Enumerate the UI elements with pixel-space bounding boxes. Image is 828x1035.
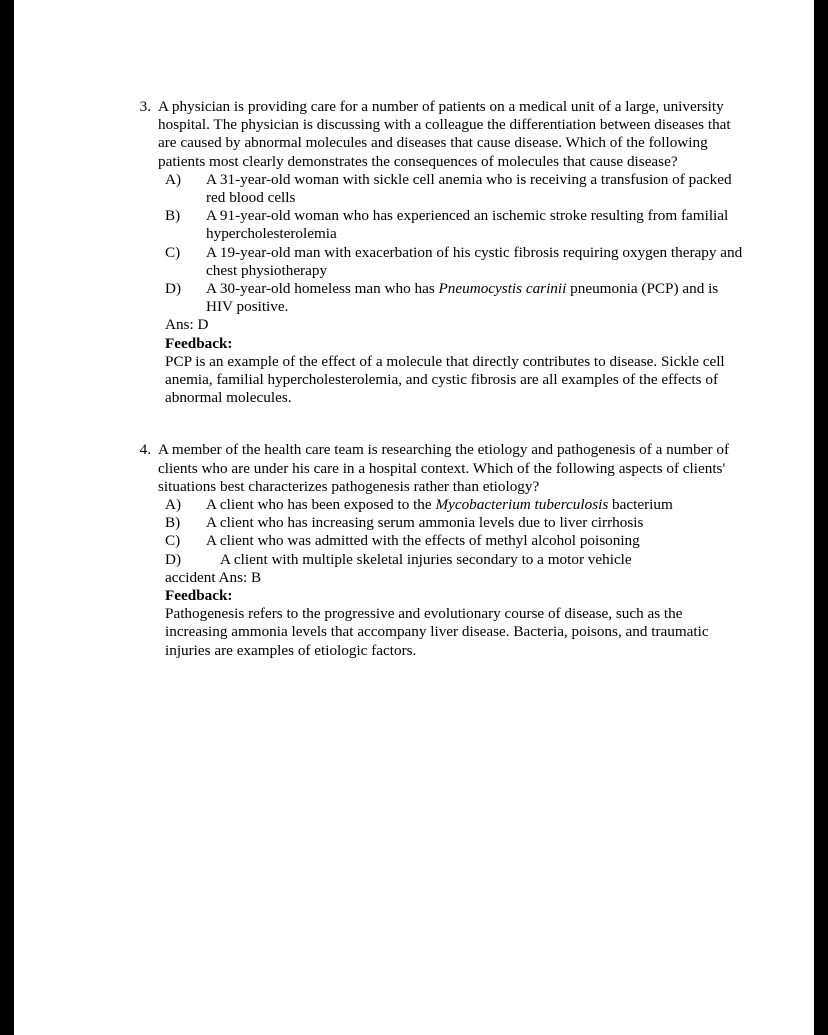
option-text: A client who has increasing serum ammonia levels due to liver cirrhosis <box>206 514 644 532</box>
option-text-italic: Mycobacterium tuberculosis <box>435 496 609 514</box>
option-text-after: pneumonia (PCP) and is HIV positive. <box>206 280 719 316</box>
option-text <box>206 280 747 316</box>
question-spacer <box>132 407 747 441</box>
feedback-label: Feedback: <box>165 334 233 352</box>
option-letter: C) <box>165 532 181 550</box>
option-text: A 31-year-old woman with sickle cell anemia who is receiving a transfusion of packed red blood cells <box>206 170 732 207</box>
feedback-text: Pathogenesis refers to the progressive and evolutionary course of disease, such as the increasing ammonia levels that accompany liver disease. Bacteria, poisons, and traumatic injuries are examples of etiologic factors. <box>165 605 709 659</box>
option-letter: B) <box>165 514 181 532</box>
question-stem-row <box>132 98 747 171</box>
option-text: A 91-year-old woman who has experienced an ischemic stroke resulting from familial hypercholesterolemia <box>206 207 729 243</box>
option-item[interactable] <box>165 551 747 569</box>
option-item[interactable] <box>165 244 747 280</box>
question-tail <box>165 316 747 407</box>
option-text-before: A client who has been exposed to the <box>206 496 436 514</box>
feedback-label: Feedback: <box>165 587 233 605</box>
document-content <box>132 98 747 660</box>
option-letter: A) <box>165 496 182 514</box>
question-stem: A physician is providing care for a number of patients on a medical unit of a large, university hospital. The physician is discussing with a colleague the differentiation between diseases that are caused by abnormal molecules and diseases that cause disease. Which of the following patients most clearly demonstrates the consequences of molecules that cause disease? <box>158 98 731 170</box>
question-number: 3. <box>139 98 151 115</box>
question-number: 4. <box>139 441 151 459</box>
question-tail <box>165 569 747 660</box>
option-letter: D) <box>165 550 182 568</box>
answer-options-list <box>165 171 747 317</box>
option-item[interactable] <box>165 207 747 243</box>
option-letter: D) <box>165 280 182 298</box>
option-item[interactable] <box>165 171 747 207</box>
option-text <box>206 496 747 514</box>
option-item[interactable] <box>165 496 747 514</box>
option-text: A client who was admitted with the effects of methyl alcohol poisoning <box>206 532 640 550</box>
option-text: A client with multiple skeletal injuries secondary to a motor vehicle <box>220 550 632 568</box>
option-item[interactable] <box>165 514 747 532</box>
option-item[interactable] <box>165 532 747 550</box>
question-stem-row <box>132 441 747 496</box>
option-text-italic: Pneumocystis carinii <box>438 280 567 298</box>
question-stem: A member of the health care team is researching the etiology and pathogenesis of a number of clients who are under his care in a hospital context. Which of the following aspects of clients' situations best characterizes pathogenesis rather than etiology? <box>158 441 730 495</box>
option-letter: A) <box>165 170 182 188</box>
question-block-3 <box>132 98 747 407</box>
option-text: A 19-year-old man with exacerbation of his cystic fibrosis requiring oxygen therapy and chest physiotherapy <box>206 243 743 279</box>
option-letter: C) <box>165 243 181 261</box>
answer-options-list <box>165 496 747 569</box>
document-page <box>14 0 814 1035</box>
option-text-before: A 30-year-old homeless man who has <box>206 280 439 298</box>
option-letter: B) <box>165 207 181 225</box>
option-item[interactable] <box>165 280 747 316</box>
feedback-text: PCP is an example of the effect of a molecule that directly contributes to disease. Sickle cell anemia, familial hypercholesterolemia, and cystic fibrosis are all examples of the effects of abnormal molecules. <box>165 352 725 407</box>
answer-line: accident Ans: B <box>165 568 262 586</box>
answer-line: Ans: D <box>165 316 209 334</box>
question-block-4 <box>132 441 747 659</box>
option-text-after: bacterium <box>608 496 673 514</box>
